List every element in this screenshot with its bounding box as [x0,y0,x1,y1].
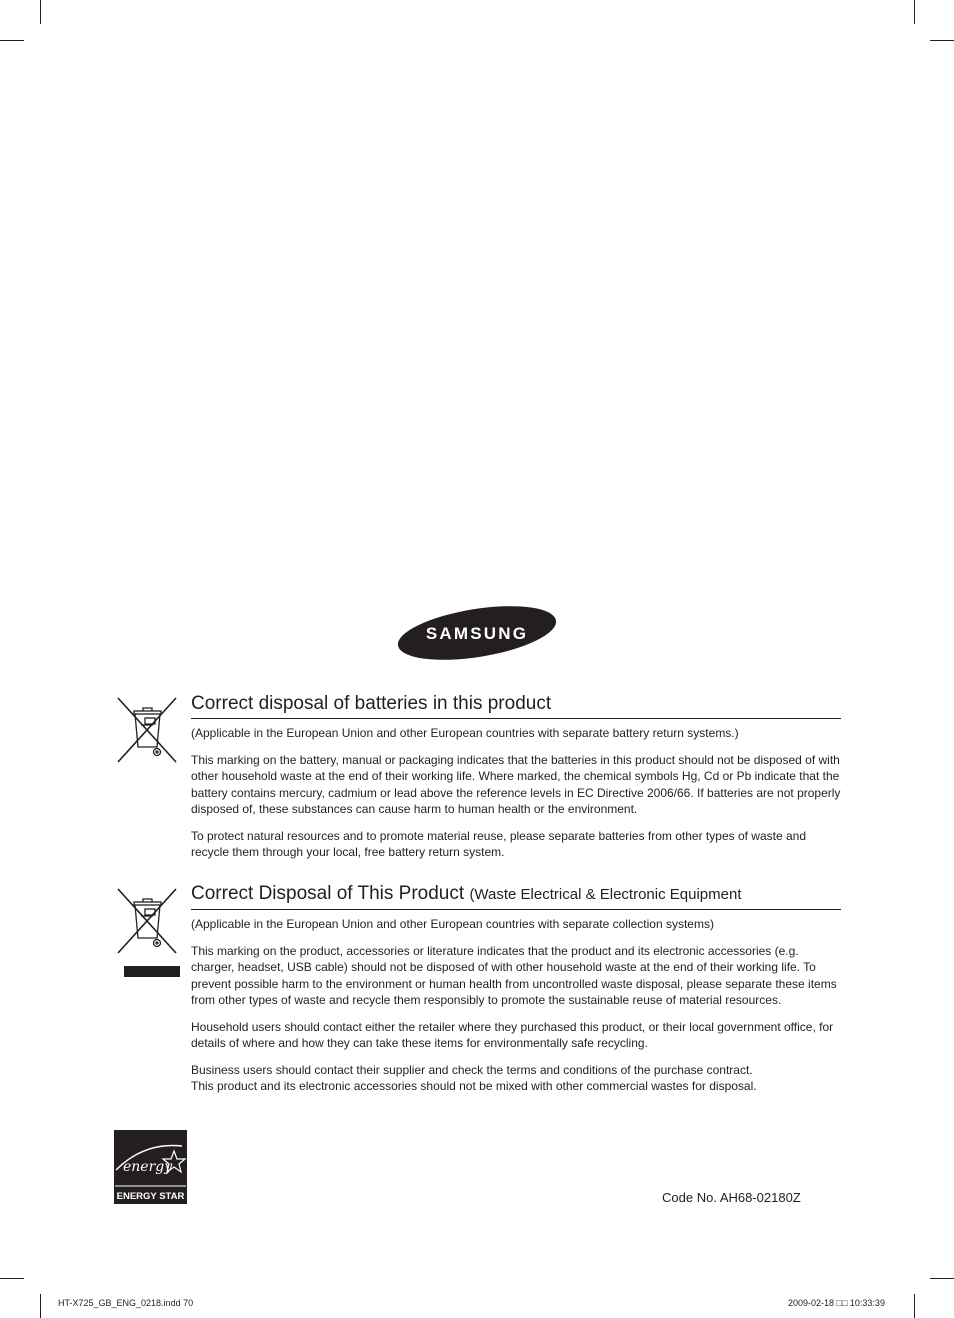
energy-star-logo [114,1130,187,1204]
weee-marking-paragraph: This marking on the product, accessories or literature indicates that the product and its electronic accessories (e.g. charger, headset, USB cable) should not be disposed of with other household waste at the end of their working life. To prevent possible harm to the environment or human health from uncontrolled waste disposal, please separate these items from other types of waste and recycle them responsibly to promote the sustainable reuse of material resources. [191,943,837,1007]
crop-mark [0,1278,24,1279]
crop-mark [930,1278,954,1279]
samsung-logo-text: SAMSUNG [425,624,529,643]
code-number: Code No. AH68-02180Z [662,1190,801,1205]
weee-section-heading [191,882,841,910]
energy-star-label: ENERGY STAR [116,1191,185,1202]
crop-mark [0,40,24,41]
energy-script-text: energy [123,1159,173,1175]
battery-applicability-note: (Applicable in the European Union and other European countries with separate battery return systems.) [191,726,739,740]
weee-section-title: Correct Disposal of This Product [191,883,465,904]
crop-mark [914,0,915,24]
samsung-logo [395,604,559,662]
battery-section-title: Correct disposal of batteries in this product [191,692,841,719]
weee-bar-marker [124,966,180,977]
household-users-paragraph: Household users should contact either the retailer where they purchased this product, or their local government office, for details of where and how they can take these items for environmentally safe recycling. [191,1019,834,1050]
battery-disposal-section [191,692,841,861]
crop-mark [40,0,41,24]
commercial-waste-paragraph: This product and its electronic accessories should not be mixed with other commercial wastes for disposal. [191,1079,757,1093]
crossed-out-wheelie-bin-icon [115,695,179,765]
business-users-paragraph: Business users should contact their supplier and check the terms and conditions of the purchase contract. [191,1062,753,1077]
weee-disposal-section [191,882,841,1095]
weee-applicability-note: (Applicable in the European Union and other European countries with separate collection systems) [191,917,714,931]
crop-mark [930,40,954,41]
battery-marking-paragraph: This marking on the battery, manual or packaging indicates that the batteries in this product should not be disposed of with other household waste at the end of their working life. Where marked, the chemical symbols Hg, Cd or Pb indicate that the battery contains mercury, cadmium or lead above the reference levels in EC Directive 2006/66. If batteries are not properly disposed of, these substances can cause harm to human health or the environment. [191,752,841,816]
slug-file-info: HT-X725_GB_ENG_0218.indd 70 [58,1298,194,1308]
crop-mark [40,1294,41,1318]
crossed-out-wheelie-bin-icon [115,886,179,956]
crop-mark [914,1294,915,1318]
slug-timestamp: 2009-02-18 □□ 10:33:39 [788,1298,885,1308]
battery-recycle-paragraph: To protect natural resources and to promote material reuse, please separate batteries from other types of waste and recycle them through your local, free battery return system. [191,828,806,859]
weee-section-subtitle: (Waste Electrical & Electronic Equipment [469,886,742,903]
